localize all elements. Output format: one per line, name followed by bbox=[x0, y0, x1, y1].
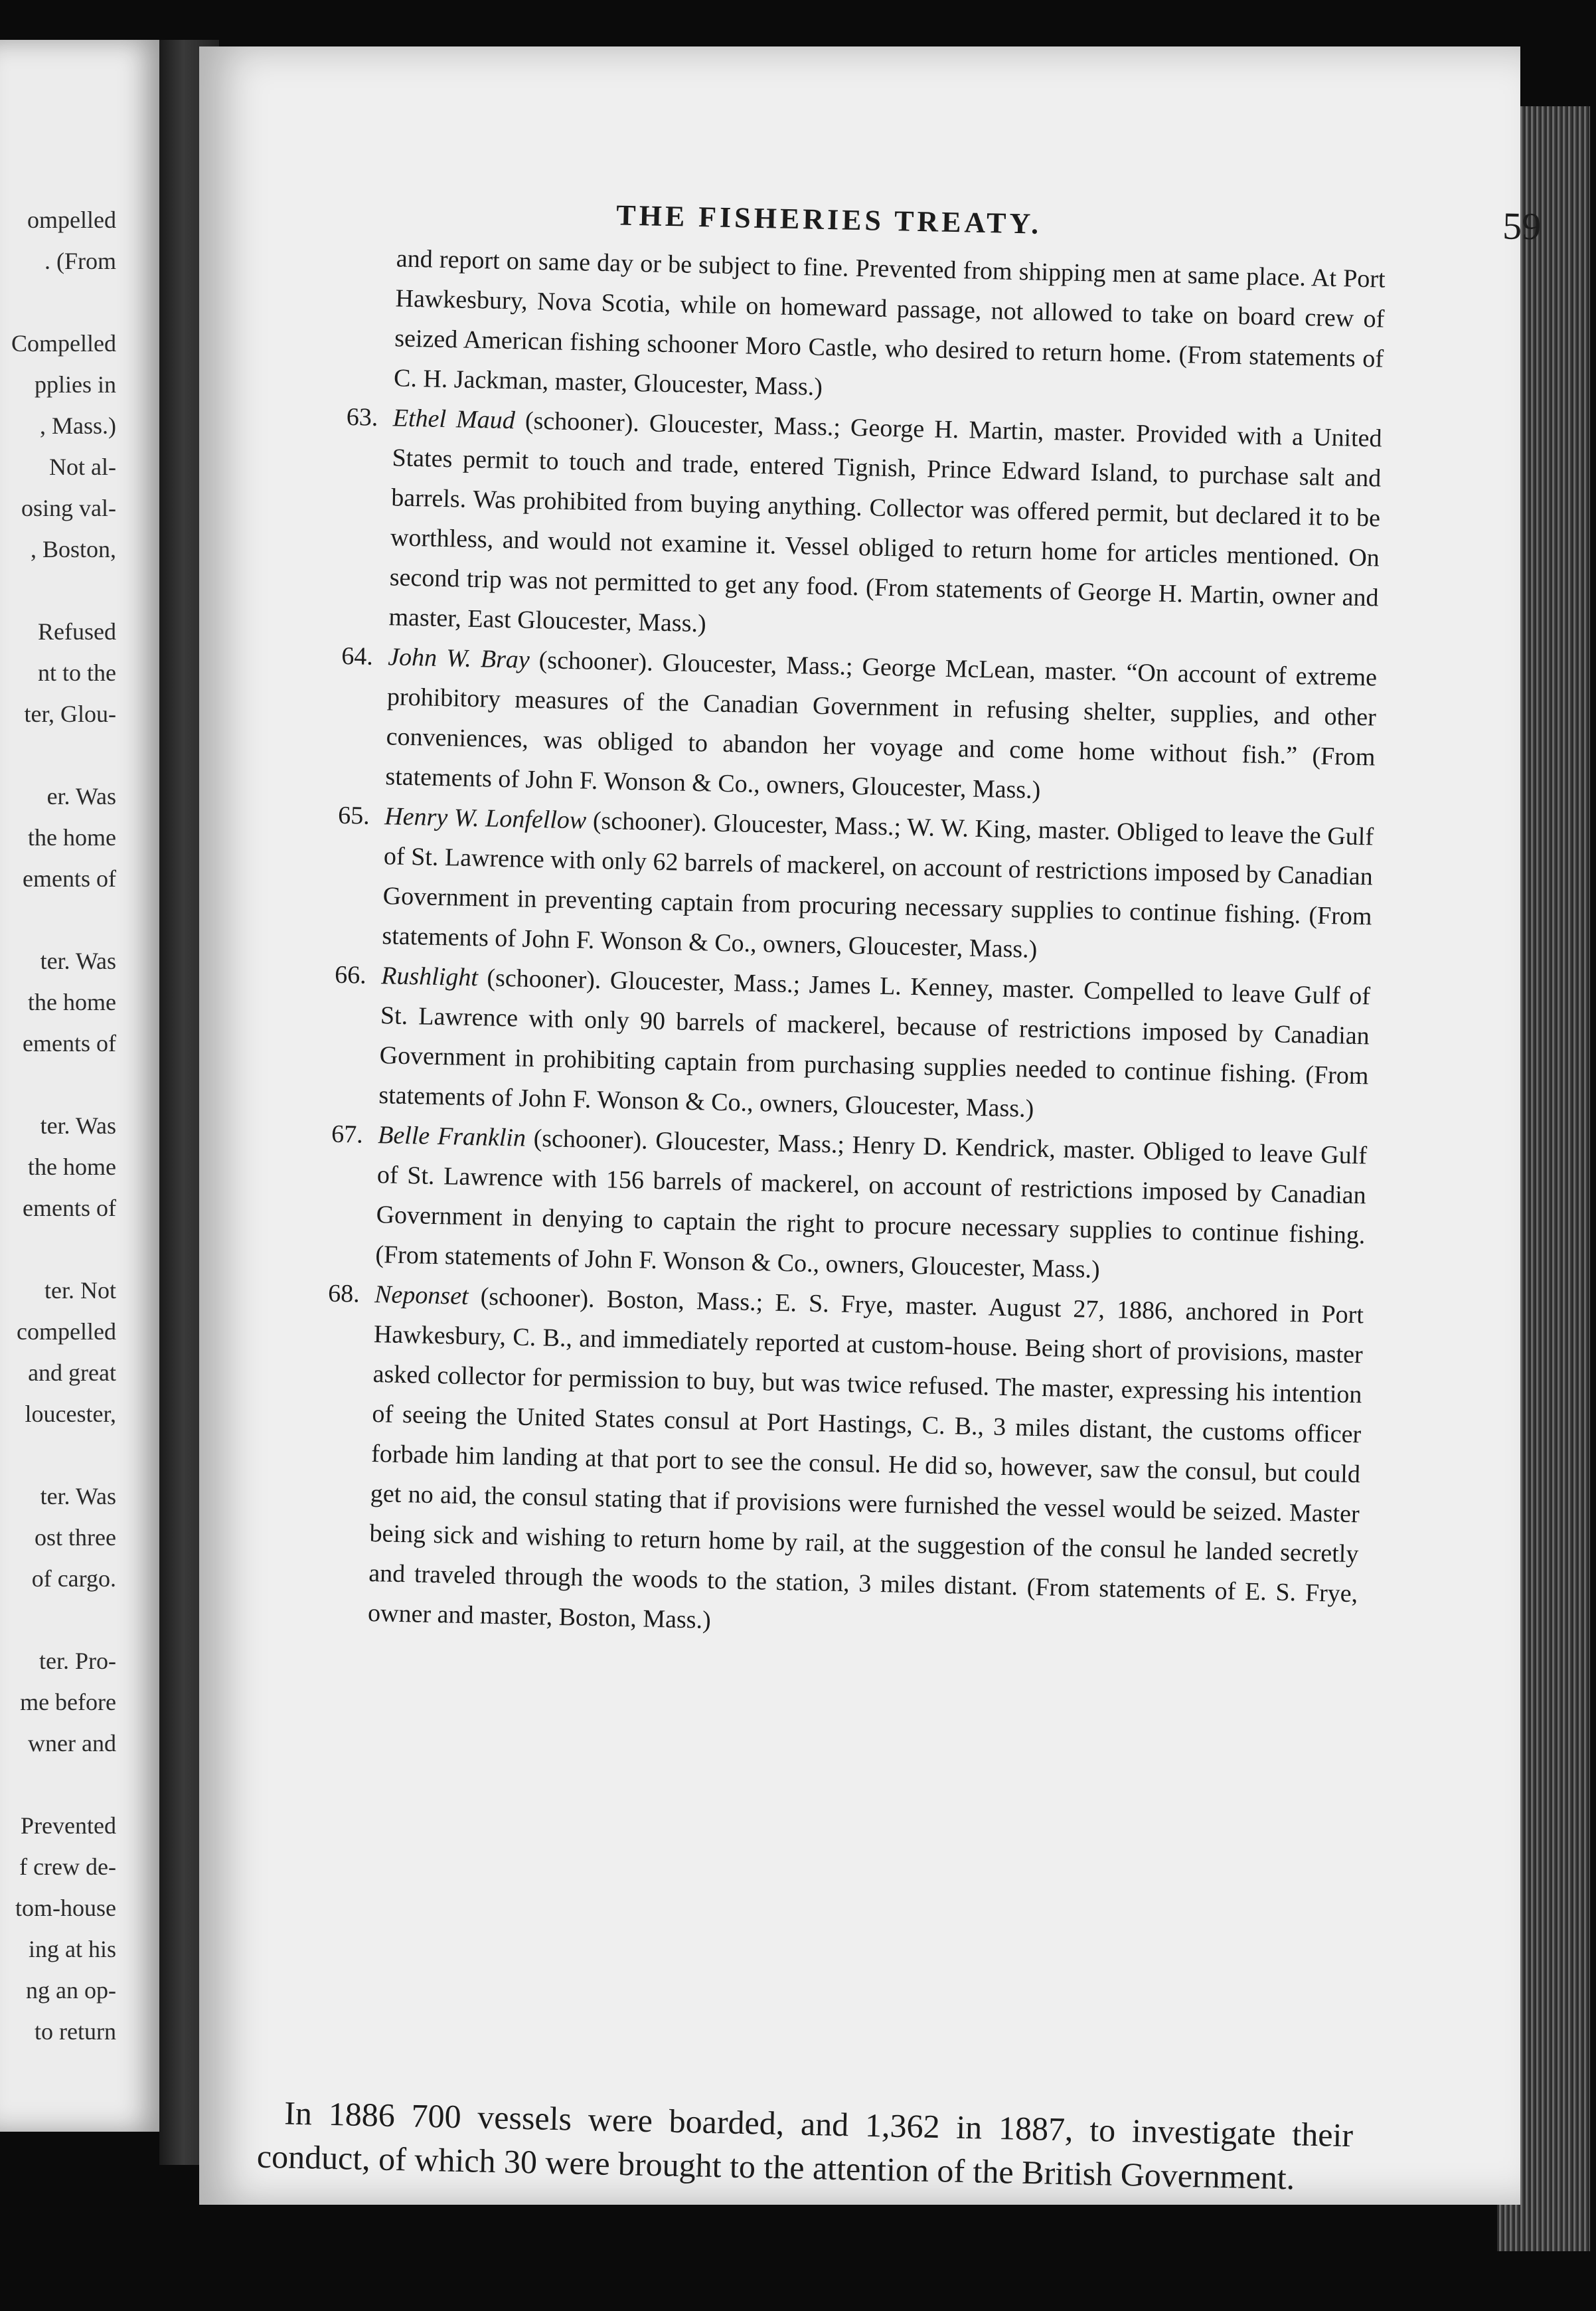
left-page-line: the home bbox=[28, 1154, 116, 1180]
left-page-line: the home bbox=[28, 989, 116, 1015]
left-page-line: ements of bbox=[23, 1030, 116, 1057]
left-page-line: , Boston, bbox=[30, 536, 116, 562]
entry-number: 67. bbox=[331, 1120, 364, 1149]
vessel-name: Rushlight bbox=[380, 962, 479, 992]
entry-paragraph bbox=[321, 1274, 1364, 1654]
left-page-line bbox=[0, 570, 116, 611]
page-title: THE FISHERIES TREATY. bbox=[615, 199, 1042, 240]
main-page bbox=[199, 46, 1542, 2205]
left-page-line: ter, Glou- bbox=[24, 701, 116, 727]
left-facing-page bbox=[0, 40, 166, 2132]
left-page-line: ter. Was bbox=[40, 1483, 116, 1509]
left-page-line: and great bbox=[28, 1359, 116, 1386]
left-page-line: ost three bbox=[35, 1524, 116, 1551]
left-page-line: wner and bbox=[28, 1730, 116, 1756]
entry-number: 64. bbox=[341, 642, 374, 671]
left-page-line: Compelled bbox=[11, 330, 116, 357]
left-page-line bbox=[0, 734, 116, 776]
vessel-name: Belle Franklin bbox=[377, 1121, 526, 1152]
left-page-line: , Mass.) bbox=[40, 412, 116, 439]
left-page-line: ter. Pro- bbox=[39, 1648, 116, 1674]
left-page-line: ng an op- bbox=[26, 1977, 116, 2004]
running-head bbox=[351, 159, 1546, 248]
entry-paragraph bbox=[339, 636, 1378, 817]
page-number: 59 bbox=[1502, 204, 1542, 248]
left-page-line: ter. Not bbox=[44, 1277, 116, 1304]
entry-number: 63. bbox=[346, 402, 378, 432]
closing-paragraph: In 1886 700 vessels were boarded, and 1,362 in 1887, to investigate their conduct, of which 30 were brought to the attention of the British Government. bbox=[256, 2094, 1354, 2197]
entry-text: (schooner). Boston, Mass.; E. S. Frye, master. August 27, 1886, anchored in Port Hawkesbury, C. B., and immediately reported at custom-house. Being short of provisions, master asked collector for permission to buy, but was twice refused. The master, expressing his intention of seeing the United States consul at Port Hastings, C. B., 3 miles distant, the customs officer forbade him landing at that port to see the consul. He did so, however, saw the consul, but could get no aid, the consul stating that if provisions were furnished the vessel would be seized. Master being sick and wishing to return home by rail, at the suggestion of the consul he landed secretly and traveled through the woods to the station, 3 miles distant. (From statements of E. S. Frye, owner and master, Boston, Mass.) bbox=[367, 1282, 1364, 1634]
left-page-line: Prevented bbox=[21, 1812, 116, 1839]
left-page-line: Not al- bbox=[49, 454, 116, 480]
left-page-line bbox=[0, 1064, 116, 1105]
left-page-line: to return bbox=[35, 2018, 116, 2045]
left-page-line: me before bbox=[20, 1689, 116, 1715]
left-page-line: ompelled bbox=[27, 207, 116, 233]
entry-text: (schooner). Gloucester, Mass.; Henry D. Kendrick, master. Obliged to leave Gulf of St. Lawrence with 156 barrels of mackerel, on account of restrictions imposed by Canadian Government in denying to captain the right to procure necessary supplies to continue fishing. (From statements of John F. Wonson & Co., owners, Gloucester, Mass.) bbox=[375, 1124, 1368, 1284]
entry-text: (schooner). Gloucester, Mass.; W. W. King, master. Obliged to leave the Gulf of St. Lawrence with only 62 barrels of mackerel, on account of restrictions imposed by Canadian Government in preventing captain from procuring necessary supplies to continue fishing. (From statements of John F. Wonson & Co., owners, Gloucester, Mass.) bbox=[382, 806, 1374, 964]
left-page-line: Refused bbox=[38, 618, 116, 645]
left-page-line: nt to the bbox=[38, 659, 116, 686]
left-page-line: the home bbox=[28, 824, 116, 851]
left-page-line: of cargo. bbox=[31, 1565, 116, 1592]
left-page-text bbox=[0, 199, 116, 2052]
entry-number: 65. bbox=[337, 801, 370, 830]
vessel-name: John W. Bray bbox=[387, 643, 530, 674]
continuation-paragraph: and report on same day or be subject to fine. Prevented from shipping men at same place. At Port Hawkesbury, Nova Scotia, while on homeward passage, not allowed to take on board crew of seized American fishing schooner Moro Castle, who desired to return home. (From statements of C. H. Jackman, master, Gloucester, Mass.) bbox=[393, 244, 1386, 401]
left-page-line: ing at his bbox=[29, 1936, 116, 1962]
left-page-line: ter. Was bbox=[40, 948, 116, 974]
entry-paragraph bbox=[332, 955, 1371, 1136]
entries-list bbox=[321, 238, 1386, 1654]
entry-paragraph bbox=[342, 397, 1382, 658]
left-page-line: ements of bbox=[23, 865, 116, 892]
entry-number: 68. bbox=[327, 1279, 360, 1308]
left-page-line bbox=[0, 1599, 116, 1640]
left-page-line: ter. Was bbox=[40, 1112, 116, 1139]
left-page-line: osing val- bbox=[21, 495, 116, 521]
left-page-line: ements of bbox=[23, 1195, 116, 1221]
page-content bbox=[256, 159, 1547, 2197]
left-page-line: er. Was bbox=[46, 783, 116, 810]
left-page-line: f crew de- bbox=[19, 1853, 116, 1880]
entry-paragraph bbox=[329, 1114, 1368, 1296]
entry-number: 66. bbox=[334, 960, 367, 989]
vessel-name: Henry W. Lonfellow bbox=[384, 802, 587, 835]
entry-text: (schooner). Gloucester, Mass.; James L. Kenney, master. Compelled to leave Gulf of St. Lawrence with only 90 barrels of mackerel, because of restrictions imposed by Canadian Government in prohibiting captain from purchasing supplies needed to continue fishing. (From statements of John F. Wonson & Co., owners, Gloucester, Mass.) bbox=[378, 964, 1371, 1123]
entry-text: (schooner). Gloucester, Mass.; George McLean, master. “On account of extreme prohibitory measures of the Canadian Government in refusing shelter, supplies, and other conveniences, was obliged to abandon her voyage and come home without fish.” (From statements of John F. Wonson & Co., owners, Gloucester, Mass.) bbox=[385, 646, 1378, 804]
left-page-line bbox=[0, 899, 116, 940]
left-page-line: loucester, bbox=[25, 1401, 116, 1427]
entry-paragraph bbox=[335, 796, 1374, 977]
left-page-line bbox=[0, 282, 116, 323]
left-page-line bbox=[0, 1764, 116, 1805]
left-page-line bbox=[0, 1229, 116, 1270]
entry-text: (schooner). Gloucester, Mass.; George H. Martin, master. Provided with a United States permit to touch and trade, entered Tignish, Prince Edward Island, to purchase salt and barrels. Was prohibited from buying anything. Collector was offered permit, but declared it to be worthless, and would not examine it. Vessel obliged to return home for articles mentioned. On second trip was not permitted to get any food. (From statements of George H. Martin, owner and master, East Gloucester, Mass.) bbox=[388, 406, 1382, 638]
vessel-name: Ethel Maud bbox=[392, 404, 516, 435]
left-page-line bbox=[0, 1434, 116, 1476]
left-page-line: tom-house bbox=[15, 1895, 116, 1921]
left-page-line: . (From bbox=[44, 248, 116, 274]
vessel-name: Neponset bbox=[374, 1280, 469, 1311]
left-page-line: pplies in bbox=[35, 371, 116, 398]
left-page-line: compelled bbox=[17, 1318, 116, 1345]
